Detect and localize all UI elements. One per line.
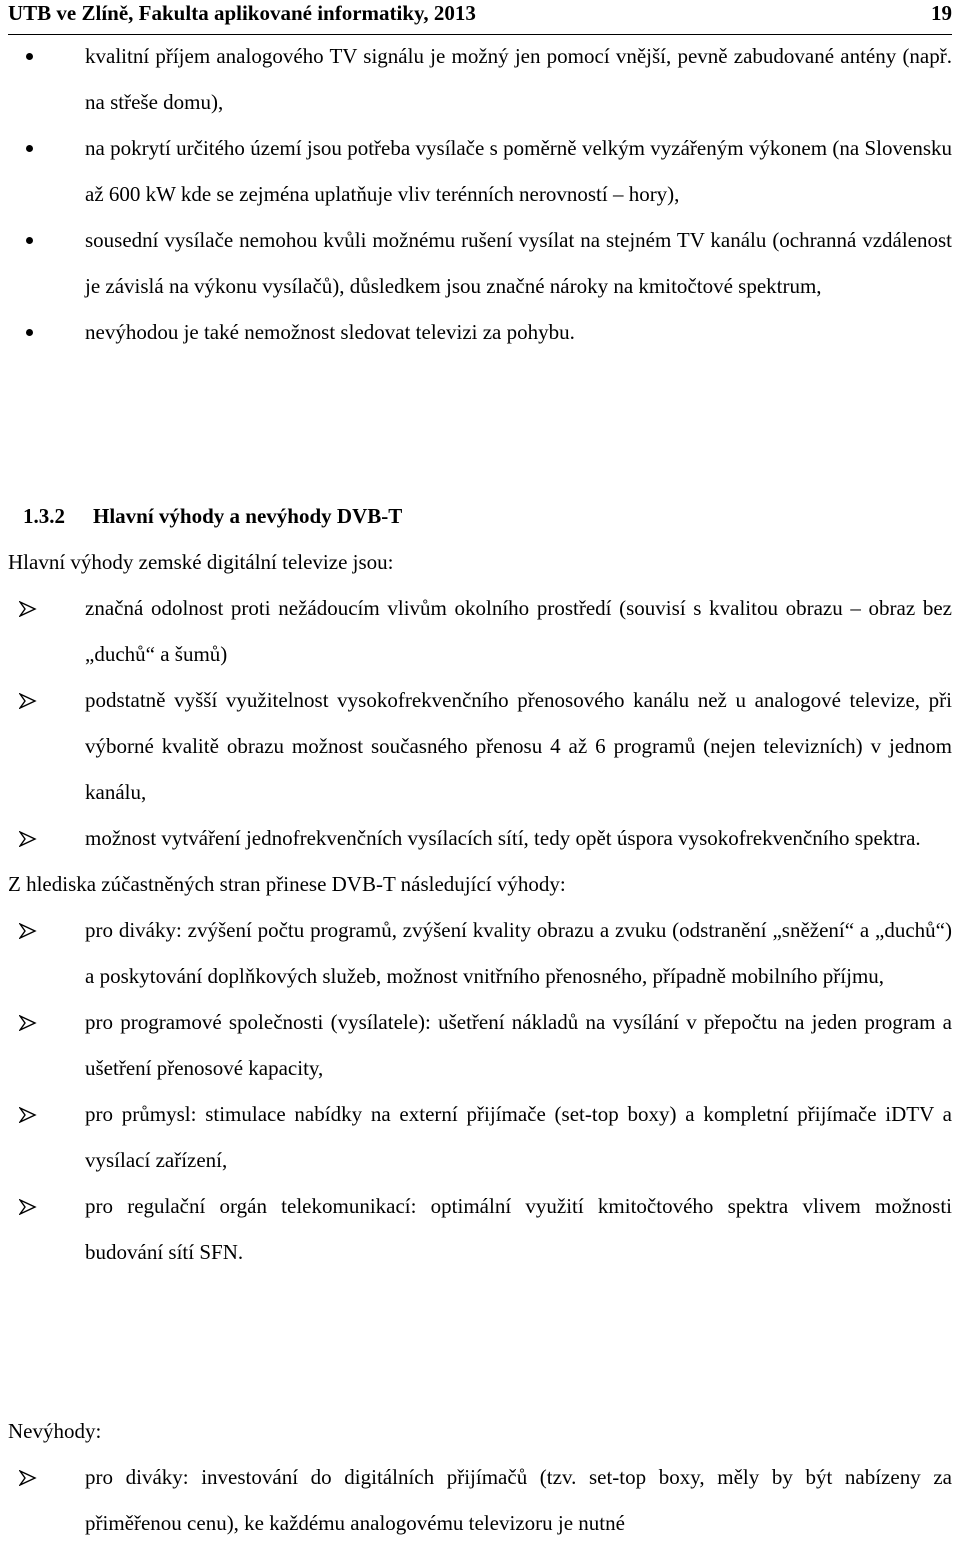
arrow-bullet-icon bbox=[19, 601, 37, 617]
list-item: sousední vysílače nemohou kvůli možnému rušení vysílat na stejném TV kanálu (ochranná vzdálenost je závislá na výkonu vysílačů), důsledkem jsou značné nároky na kmitočtové spektrum, bbox=[8, 217, 952, 309]
list-item: pro průmysl: stimulace nabídky na externí přijímače (set-top boxy) a kompletní přijímače iDTV a vysílací zařízení, bbox=[8, 1091, 952, 1183]
disadvantages-list bbox=[8, 1454, 952, 1546]
list-item: pro diváky: investování do digitálních přijímačů (tzv. set-top boxy, měly by být nabízeny za přiměřenou cenu), ke každému analogovému televizoru je nutné bbox=[8, 1454, 952, 1546]
list-item: možnost vytváření jednofrekvenčních vysílacích sítí, tedy opět úspora vysokofrekvenčního spektra. bbox=[8, 815, 952, 861]
parties-list bbox=[8, 907, 952, 1275]
top-bullet-list bbox=[8, 33, 952, 355]
list-item: pro programové společnosti (vysílatele): ušetření nákladů na vysílání v přepočtu na jeden program a ušetření přenosové kapacity, bbox=[8, 999, 952, 1091]
list-item: na pokrytí určitého území jsou potřeba vysílače s poměrně velkým vyzářeným výkonem (na Slovensku až 600 kW kde se zejména uplatňuje vliv terénních nerovností – hory), bbox=[8, 125, 952, 217]
parties-intro: Z hlediska zúčastněných stran přinese DVB-T následující výhody: bbox=[8, 872, 566, 896]
page-number: 19 bbox=[931, 1, 952, 25]
list-item: pro diváky: zvýšení počtu programů, zvýšení kvality obrazu a zvuku (odstranění „sněžení“ a „duchů“) a poskytování doplňkových služeb, možnost vnitřního přenosného, případně mobilního příjmu, bbox=[8, 907, 952, 999]
list-item: kvalitní příjem analogového TV signálu je možný jen pomocí vnější, pevně zabudované antény (např. na střeše domu), bbox=[8, 33, 952, 125]
arrow-bullet-icon bbox=[19, 1199, 37, 1215]
list-item: pro regulační orgán telekomunikací: optimální využití kmitočtového spektra vlivem možnosti budování sítí SFN. bbox=[8, 1183, 952, 1275]
bullet-dot-icon bbox=[26, 145, 33, 152]
arrow-bullet-icon bbox=[19, 923, 37, 939]
advantages-intro: Hlavní výhody zemské digitální televize jsou: bbox=[8, 550, 394, 574]
arrow-bullet-icon bbox=[19, 831, 37, 847]
page-header bbox=[8, 0, 952, 35]
list-item: podstatně vyšší využitelnost vysokofrekvenčního přenosového kanálu než u analogové televize, při výborné kvalitě obrazu možnost současného přenosu 4 až 6 programů (nejen televizních) v jednom kanálu, bbox=[8, 677, 952, 815]
list-item: značná odolnost proti nežádoucím vlivům okolního prostředí (souvisí s kvalitou obrazu – obraz bez „duchů“ a šumů) bbox=[8, 585, 952, 677]
section-heading bbox=[8, 493, 952, 539]
arrow-bullet-icon bbox=[19, 1015, 37, 1031]
header-title: UTB ve Zlíně, Fakulta aplikované informatiky, 2013 bbox=[8, 1, 476, 25]
section-title: Hlavní výhody a nevýhody DVB-T bbox=[93, 504, 403, 528]
bullet-dot-icon bbox=[26, 237, 33, 244]
disadvantages-heading: Nevýhody: bbox=[8, 1419, 102, 1443]
top-bullet-list-section bbox=[8, 33, 952, 355]
main-section bbox=[8, 493, 952, 1275]
arrow-bullet-icon bbox=[19, 1107, 37, 1123]
disadvantages-section bbox=[8, 1408, 952, 1546]
arrow-bullet-icon bbox=[19, 693, 37, 709]
bullet-dot-icon bbox=[26, 53, 33, 60]
arrow-bullet-icon bbox=[19, 1470, 37, 1486]
list-item: nevýhodou je také nemožnost sledovat televizi za pohybu. bbox=[8, 309, 952, 355]
bullet-dot-icon bbox=[26, 329, 33, 336]
section-number: 1.3.2 bbox=[23, 504, 65, 528]
advantages-list bbox=[8, 585, 952, 861]
